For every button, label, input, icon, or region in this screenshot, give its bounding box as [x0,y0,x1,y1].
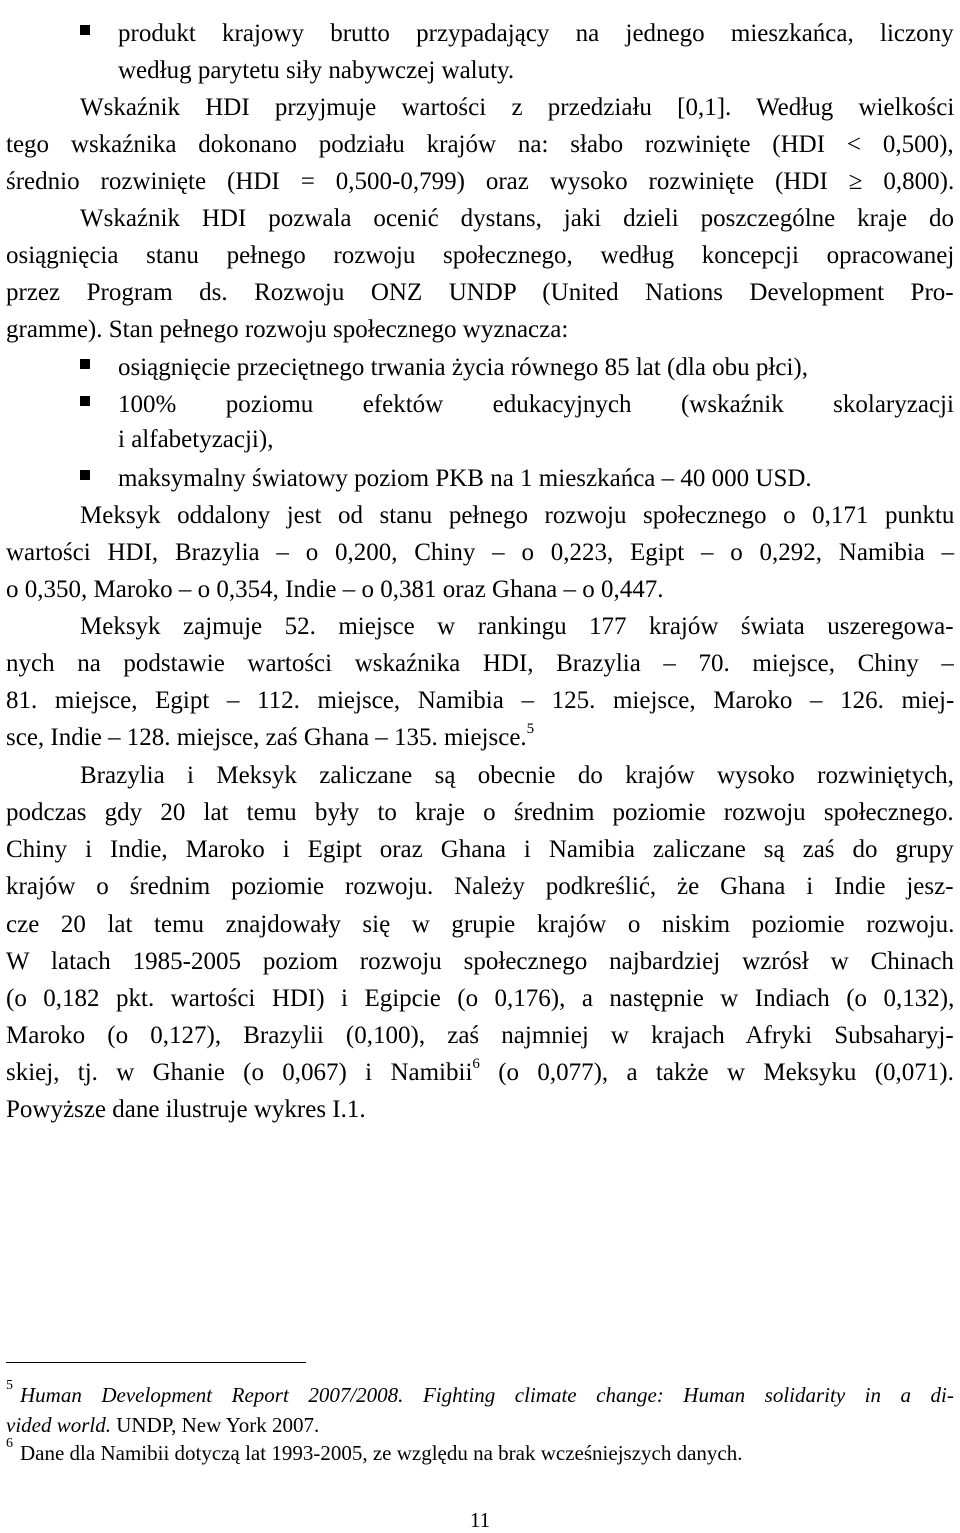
text-line [6,943,954,980]
square-bullet-icon [80,25,90,35]
text-line [6,534,954,571]
text-line [118,15,954,52]
line-text: krajów o średnim poziomie rozwoju. Należy podkreślić, że Ghana i Indie jesz- [6,873,954,900]
footnote-line [20,1438,742,1468]
text-line [6,980,954,1017]
line-text: cze 20 lat temu znajdowały się w grupie krajów o niskim poziomie rozwoju. [6,911,955,938]
line-text: skiej, tj. w Ghanie (o 0,067) i Namibii [6,1059,473,1086]
square-bullet-icon [80,470,90,480]
text-line [6,274,954,311]
line-text: przez Program ds. Rozwoju ONZ UNDP (United Nations Development Pro- [6,279,954,306]
footnote-reference: 6 [472,1056,480,1072]
line-text: podczas gdy 20 lat temu były to kraje o średnim poziomie rozwoju społecznego. [6,799,954,826]
footnote-marker: 6 [6,1436,13,1451]
text-line [6,1017,954,1054]
text-line [80,608,954,645]
text-line [118,349,808,386]
footnote-title: Human Development Report 2007/2008. Fighting climate change: Human solidarity in a di- [20,1383,954,1407]
text-line [80,497,954,534]
line-text: tego wskaźnika dokonano podziału krajów na: słabo rozwinięte (HDI < 0,500), [6,131,954,158]
footnote-reference: 5 [526,721,535,737]
line-text: Powyższe dane ilustruje wykres I.1. [6,1096,366,1123]
text-line [6,868,954,905]
text-line [118,460,812,497]
line-text: wartości HDI, Brazylia – o 0,200, Chiny – o 0,223, Egipt – o 0,292, Namibia – [6,539,955,566]
text-line [6,906,954,943]
text-line [6,682,954,719]
text-line [6,1091,366,1128]
text-line [118,52,514,89]
page-number: 11 [469,1508,491,1532]
line-text: sce, Indie – 128. miejsce, zaś Ghana – 135. miejsce. [6,724,527,751]
line-text: o 0,350, Maroko – o 0,354, Indie – o 0,381 oraz Ghana – o 0,447. [6,576,664,603]
text-line [6,237,954,274]
line-text: średnio rozwinięte (HDI = 0,500-0,799) oraz wysoko rozwinięte (HDI ≥ 0,800). [6,168,955,195]
line-text: Chiny i Indie, Maroko i Egipt oraz Ghana i Namibia zaliczane są zaś do grupy [6,836,954,863]
footnote-text: UNDP, New York 2007. [111,1413,320,1437]
text-line [6,645,954,682]
text-line [80,757,954,794]
line-text: osiągnięcia stanu pełnego rozwoju społecznego, według koncepcji opracowanej [6,242,955,269]
text-line [118,386,954,423]
footnote-text: Dane dla Namibii dotyczą lat 1993-2005, ze względu na brak wcześniejszych danych. [20,1441,743,1465]
line-text: produkt krajowy brutto przypadający na jednego mieszkańca, liczony [118,20,954,47]
footnote-line [20,1380,954,1410]
text-line [6,719,534,756]
line-text: i alfabetyzacji), [118,426,274,453]
line-text: Wskaźnik HDI pozwala ocenić dystans, jaki dzieli poszczególne kraje do [80,205,955,232]
square-bullet-icon [80,359,90,369]
footnote-title: vided world. [6,1413,111,1437]
line-text: Maroko (o 0,127), Brazylii (0,100), zaś najmniej w krajach Afryki Subsaharyj- [6,1022,954,1049]
line-text: Brazylia i Meksyk zaliczane są obecnie do krajów wysoko rozwiniętych, [80,762,954,789]
line-text: 81. miejsce, Egipt – 112. miejsce, Namibia – 125. miejsce, Maroko – 126. miej- [6,687,955,714]
line-text: Wskaźnik HDI przyjmuje wartości z przedziału [0,1]. Według wielkości [80,94,955,121]
text-line [6,571,664,608]
square-bullet-icon [80,396,90,406]
line-text: 100% poziomu efektów edukacyjnych (wskaźnik skolaryzacji [118,391,954,418]
line-text: W latach 1985-2005 poziom rozwoju społecznego najbardziej wzrósł w Chinach [6,948,954,975]
line-text: gramme). Stan pełnego rozwoju społecznego wyznacza: [6,316,569,343]
footnote-marker: 5 [6,1378,13,1393]
text-line [80,200,954,237]
line-text: maksymalny światowy poziom PKB na 1 mieszkańca – 40 000 USD. [118,465,812,492]
line-text: Meksyk oddalony jest od stanu pełnego rozwoju społecznego o 0,171 punktu [80,502,955,529]
line-text: osiągnięcie przeciętnego trwania życia równego 85 lat (dla obu płci), [118,354,808,381]
line-text-continued: (o 0,077), a także w Meksyku (0,071). [479,1059,954,1086]
text-line [6,831,954,868]
footnote-line [6,1410,319,1440]
text-line [6,126,954,163]
text-line [6,311,568,348]
footnote-separator [6,1362,306,1363]
line-text: według parytetu siły nabywczej waluty. [118,57,515,84]
line-text: (o 0,182 pkt. wartości HDI) i Egipcie (o 0,176), a następnie w Indiach (o 0,132), [6,985,955,1012]
line-text: nych na podstawie wartości wskaźnika HDI, Brazylia – 70. miejsce, Chiny – [6,650,954,677]
text-line [6,1054,954,1091]
text-line [80,89,954,126]
text-line [118,421,273,458]
text-line [6,163,954,200]
text-line [6,794,954,831]
line-text: Meksyk zajmuje 52. miejsce w rankingu 177 krajów świata uszeregowa- [80,613,954,640]
